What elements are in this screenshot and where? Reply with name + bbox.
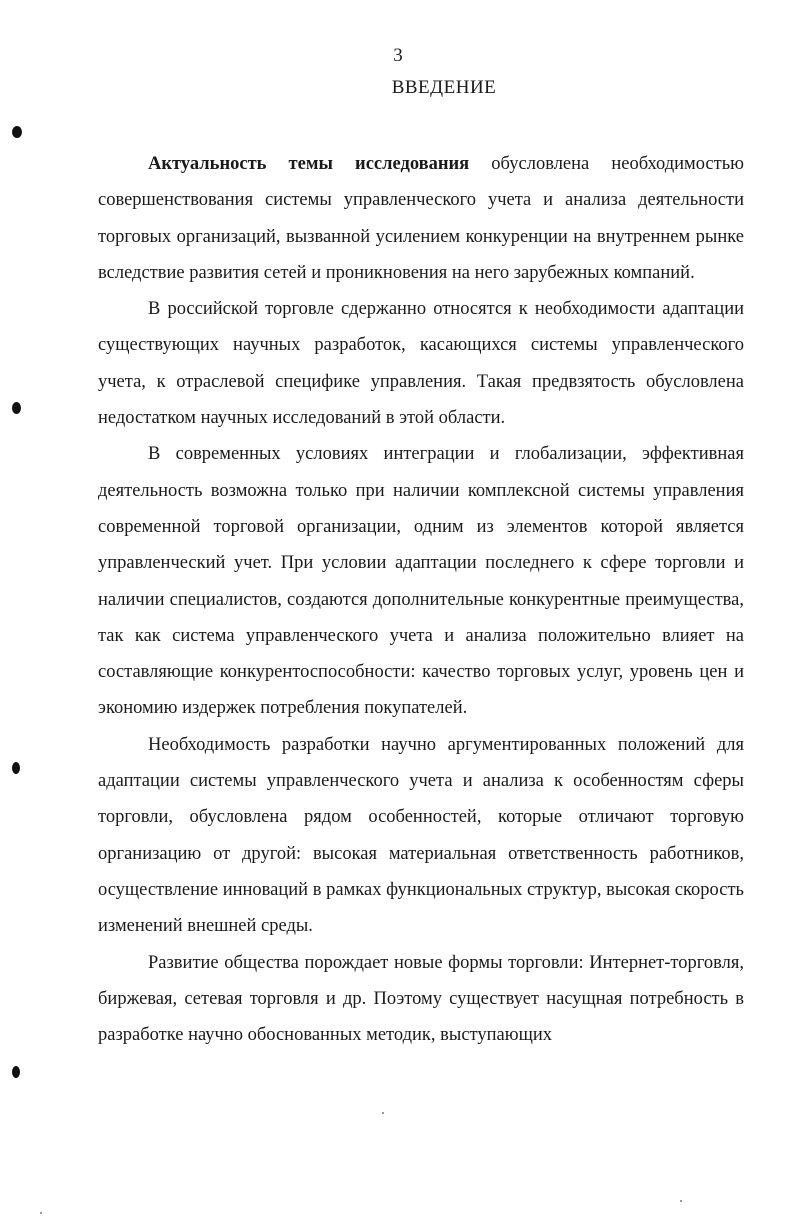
punch-hole-2	[12, 402, 21, 414]
paragraph-integration: В современных условиях интеграции и глобализации, эффективная деятельность возможна только при наличии комплексной системы управления современной торговой организации, одним из элементов которой является управленческий учет. При условии адаптации последнего к сфере торговли и наличии специалистов, создаются дополнительные конкурентные преимущества, так как система управленческого учета и анализа положительно влияет на составляющие конкурентоспособности: качество торговых услуг, уровень цен и экономию издержек потребления покупателей.	[98, 444, 744, 719]
paragraph-relevance	[98, 146, 744, 291]
punch-hole-3	[12, 762, 20, 774]
paragraph-necessity: Необходимость разработки научно аргументированных положений для адаптации системы управленческого учета и анализа к особенностям сферы торговли, обусловлена рядом особенностей, которые отличают торговую организацию от другой: высокая материальная ответственность работников, осуществление инноваций в рамках функциональных структур, высокая скорость изменений внешней среды.	[98, 734, 744, 937]
scan-speck	[382, 1112, 384, 1114]
paragraph-lead: Актуальность темы исследования	[148, 154, 470, 174]
paragraph-russian-trade: В российской торговле сдержанно относятся к необходимости адаптации существующих научных разработок, касающихся системы управленческого учета, к отраслевой специфике управления. Такая предвзятость обусловлена недостатком научных исследований в этой области.	[98, 299, 744, 429]
paragraph-text: обусловлена необходимостью совершенствования системы управленческого учета и анализа деятельности торговых организаций, вызванной усилением конкуренции на внутреннем рынке вследствие развития сетей и проникновения на него зарубежных компаний.	[98, 154, 744, 283]
page-number: 3	[393, 45, 403, 66]
scan-speck	[680, 1200, 682, 1202]
section-title: ВВЕДЕНИЕ	[391, 77, 497, 98]
document-body	[98, 146, 744, 1053]
punch-hole-1	[12, 126, 22, 138]
paragraph-society-development: Развитие общества порождает новые формы торговли: Интернет-торговля, биржевая, сетевая торговля и др. Поэтому существует насущная потребность в разработке научно обоснованных методик, выступающих	[98, 952, 744, 1046]
punch-hole-4	[12, 1066, 20, 1078]
scan-speck	[40, 1212, 42, 1214]
